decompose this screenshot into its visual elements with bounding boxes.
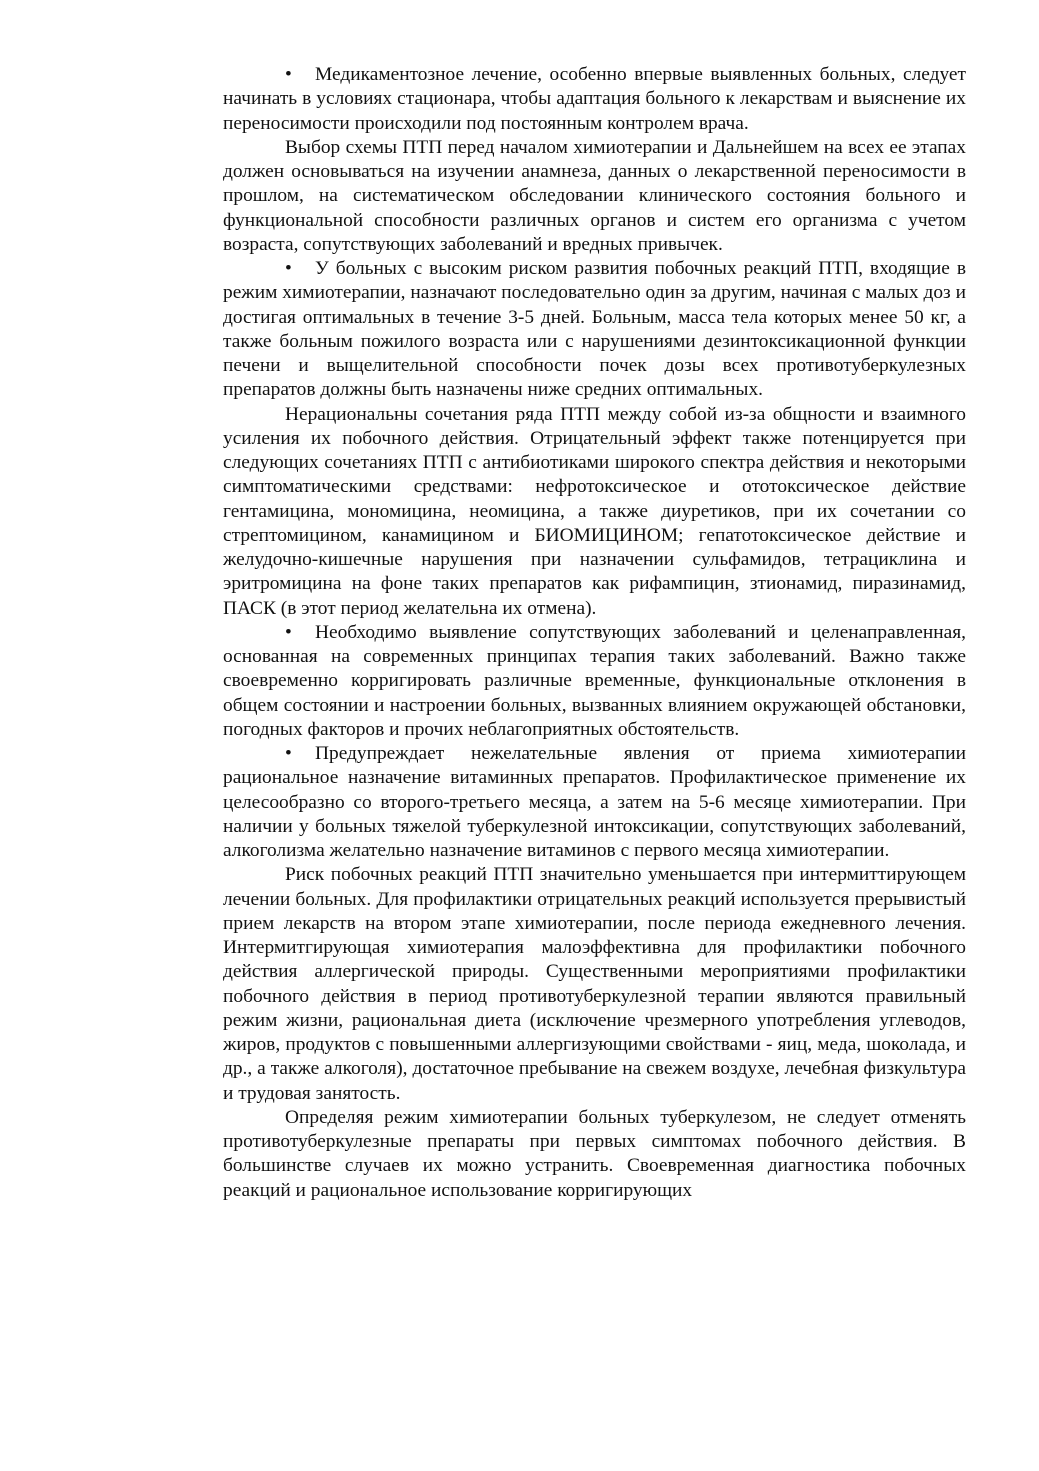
document-page [223,63,966,1203]
paragraph-bullet-high-risk-patients [223,257,966,403]
paragraph-text: Предупреждает нежелательные явления от приема химиотерапии рациональное назначение витаминных препаратов. Профилактическое применение их целесообразно со второго-третьего месяца, а затем на 5-6 месяце химиотерапии. При наличии у больных тяжелой туберкулезной интоксикации, сопутствующих заболеваний, алкоголизма желательно назначение витаминов с первого месяца химиотерапии. [223,743,966,861]
paragraph-regimen-definition [223,1106,966,1203]
paragraph-text: У больных с высоким риском развития побочных реакций ПТП, входящие в режим химиотерапии, назначают последовательно один за другим, начиная с малых доз и достигая оптимальных в течение 3-5 дней. Больным, масса тела которых менее 50 кг, а также больным пожилого возраста или с нарушениями дезинтоксикационной функции печени и выщелительной способности почек дозы всех противотуберкулезных препаратов должны быть назначены ниже средних оптимальных. [223,258,966,401]
bullet-marker: • [285,621,292,643]
paragraph-bullet-inpatient-treatment [223,63,966,136]
bullet-marker: • [285,258,292,279]
paragraph-text: Определяя режим химиотерапии больных туберкулезом, не следует отменять противотуберкулезные препараты при первых симптомах побочного действия. В большинстве случаев их можно устранить. Своевременная диагностика побочных реакций и рациональное использование корригирующих [223,1106,966,1201]
paragraph-text: Медикаментозное лечение, особенно впервые выявленных больных, следует начинать в условиях стационара, чтобы адаптация больного к лекарствам и выяснение их переносимости происходили под постоянным контролем врача. [223,64,966,134]
bullet-marker: • [285,64,292,85]
paragraph-text: Выбор схемы ПТП перед началом химиотерапии и Дальнейшем на всех ее этапах должен основываться на изучении анамнеза, данных о лекарственной переносимости в прошлом, на систематическом обследовании клинического состояния больного и функциональной способности различных органов и систем его организма с учетом возраста, сопутствующих заболеваний и вредных привычек. [223,136,966,255]
paragraph-bullet-vitamins [223,742,966,863]
paragraph-irrational-combinations [223,403,966,621]
paragraph-intermittent-therapy [223,863,966,1106]
bullet-marker: • [285,743,292,764]
paragraph-text: Необходимо выявление сопутствующих заболеваний и целенаправленная, основанная на современных принципах терапия таких заболеваний. Важно также своевременно корригировать различные временные, функциональные отклонения в общем состоянии и настроении больных, вызванных влиянием окружающей обстановки, погодных факторов и прочих неблагоприятных обстоятельств. [223,621,966,740]
paragraph-bullet-concomitant-diseases [223,621,966,742]
paragraph-regimen-choice [223,136,966,257]
paragraph-text: Риск побочных реакций ПТП значительно уменьшается при интермиттирующем лечении больных. Для профилактики отрицательных реакций используется прерывистый прием лекарств на втором этапе химиотерапии, после периода ежедневного лечения. Интермитгирующая химиотерапия малоэффективна для профилактики побочного действия аллергической природы. Существенными мероприятиями профилактики побочного действия в период противотуберкулезной терапии являются правильный режим жизни, рациональная диета (исключение чрезмерного употребления углеводов, жиров, продуктов с повышенными аллергизующими свойствами - яиц, меда, шоколада, и др., а также алкоголя), достаточное пребывание на свежем воздухе, лечебная физкультура и трудовая занятость. [223,864,966,1104]
paragraph-text: Нерациональны сочетания ряда ПТП между собой из-за общности и взаимного усиления их побочного действия. Отрицательный эффект также потенцируется при следующих сочетаниях ПТП с антибиотиками широкого спектра действия и некоторыми симптоматическими средствами: нефротоксическое и ототоксическое действие гентамицина, мономицина, неомицина, а также диуретиков, при их сочетании со стрептомицином, канамицином и БИОМИЦИНОМ; гепатотоксическое действие и желудочно-кишечные нарушения при назначении сульфамидов, тетрациклина и эритромицина на фоне таких препаратов как рифампицин, зтионамид, пиразинамид, ПАСК (в этот период желательна их отмена). [223,403,966,619]
